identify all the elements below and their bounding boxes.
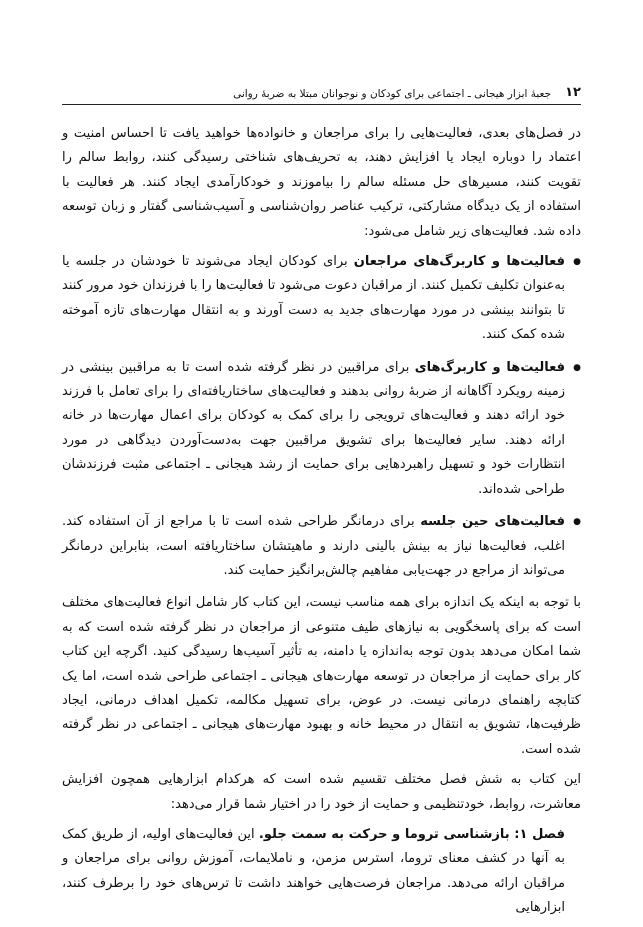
chapter-one-paragraph: [62, 823, 581, 921]
chapter-one-text: این فعالیت‌های اولیه، از طریق کمک به آنها در کشف معنای تروما، استرس مزمن، و ناملایمات، آموزش روانی برای مراجعان و مراقبان ارائه می‌دهد. مراجعان فرصت‌هایی خواهند داشت تا ترس‌های خود را برطرف کنند، ابزارهایی: [62, 826, 565, 916]
chapter-one-title: فصل ۱: بازشناسی تروما و حرکت به سمت جلو.: [258, 826, 566, 842]
running-header-title: جعبهٔ ابزار هیجانی ـ اجتماعی برای کودکان و نوجوانان مبتلا به ضربهٔ روانی: [233, 88, 552, 100]
page-number: ۱۲: [565, 85, 581, 100]
list-item-lead: فعالیت‌ها و کاربرگ‌های مراجعان: [353, 254, 565, 270]
list-item-lead: فعالیت‌های حین جلسه: [420, 514, 565, 530]
list-item: [62, 510, 565, 583]
list-item-text: برای کودکان ایجاد می‌شوند تا خودشان در جلسه یا به‌عنوان تکلیف تکمیل کنند. از مراقبان دعوت می‌شود تا فعالیت‌ها را با فرزندان خود مرور کنند تا بتوانند بینشی در مورد مهارت‌های جدید به دست آورند و به انتقال مهارت‌های تازه آموخته شده کمک کنند.: [62, 254, 565, 343]
structure-paragraph: این کتاب به شش فصل مختلف تقسیم شده است که هرکدام ابزارهایی همچون افزایش معاشرت، روابط، خودتنظیمی و حمایت از خود را در اختیار شما قرار می‌دهد:: [62, 772, 581, 812]
running-header: [62, 78, 581, 105]
intro-paragraph: در فصل‌های بعدی، فعالیت‌هایی را برای مراجعان و خانواده‌ها خواهید یافت تا احساس امنیت و اعتماد را دوباره ایجاد یا افزایش دهند، به تحریف‌های شناختی رسیدگی کنند، روابط سالم را تقویت کنند، مسیرهای حل مسئله سالم را بیاموزند و خودکارآمدی ایجاد کنند. هر فعالیت با استفاده از یک دیدگاه مشارکتی، ترکیب عناصر روان‌شناسی و آسیب‌شناسی گفتار و زبان توسعه داده شد. فعالیت‌های زیر شامل می‌شود:: [62, 126, 581, 239]
list-item-text: برای درمانگر طراحی شده است تا با مراجع از آن استفاده کند. اغلب، فعالیت‌ها نیاز به بینش بالینی دارند و ماهیتشان ساختاریافته است، بنابراین درمانگر می‌تواند از مراجع در جهت‌یابی مفاهیم چالش‌برانگیز حمایت کند.: [62, 514, 565, 578]
page-body: [62, 122, 581, 927]
list-item-lead: فعالیت‌ها و کاربرگ‌های: [414, 359, 565, 375]
list-item: [62, 250, 565, 348]
list-item: [62, 356, 565, 502]
scope-paragraph: با توجه به اینکه یک اندازه برای همه مناسب نیست، این کتاب کار شامل انواع فعالیت‌های مختلف است که برای پاسخگویی به نیازهای طیف متنوعی از مراجعان در نظر گرفته شده است که به شما امکان می‌دهد بدون توجه به‌اندازه یا دامنه، به تأثیر آسیب‌ها رسیدگی کنید. اگرچه این کتاب کار برای حمایت از مراجعان در توسعه مهارت‌های هیجانی ـ اجتماعی طراحی شده است، اما یک کتابچه راهنمای درمانی نیست. در عوض، برای تسهیل مکالمه، تکمیل اهداف درمانی، ایجاد ظرفیت‌ها، تشویق به انتقال در محیط خانه و بهبود مهارت‌های هیجانی ـ اجتماعی در نظر گرفته شده است.: [62, 595, 581, 757]
activity-types-list: [62, 250, 581, 583]
list-item-text: برای مراقبین در نظر گرفته شده است تا به مراقبین بینشی در زمینه رویکرد آگاهانه از ضربهٔ روانی بدهند و فعالیت‌های ساختاریافته‌ای را برای تعامل با فرزند خود ارائه دهند و فعالیت‌های ترویجی را برای کمک به کودکان برای اعمال مهارت‌ها در خانه ارائه دهند. سایر فعالیت‌ها برای تشویق مراقبین جهت به‌دست‌آوردن دیدگاهی در مورد انتظارات خود و تسهیل راهبردهایی برای حمایت از رشد هیجانی ـ اجتماعی مثبت فرزندشان طراحی شده‌اند.: [62, 359, 565, 497]
